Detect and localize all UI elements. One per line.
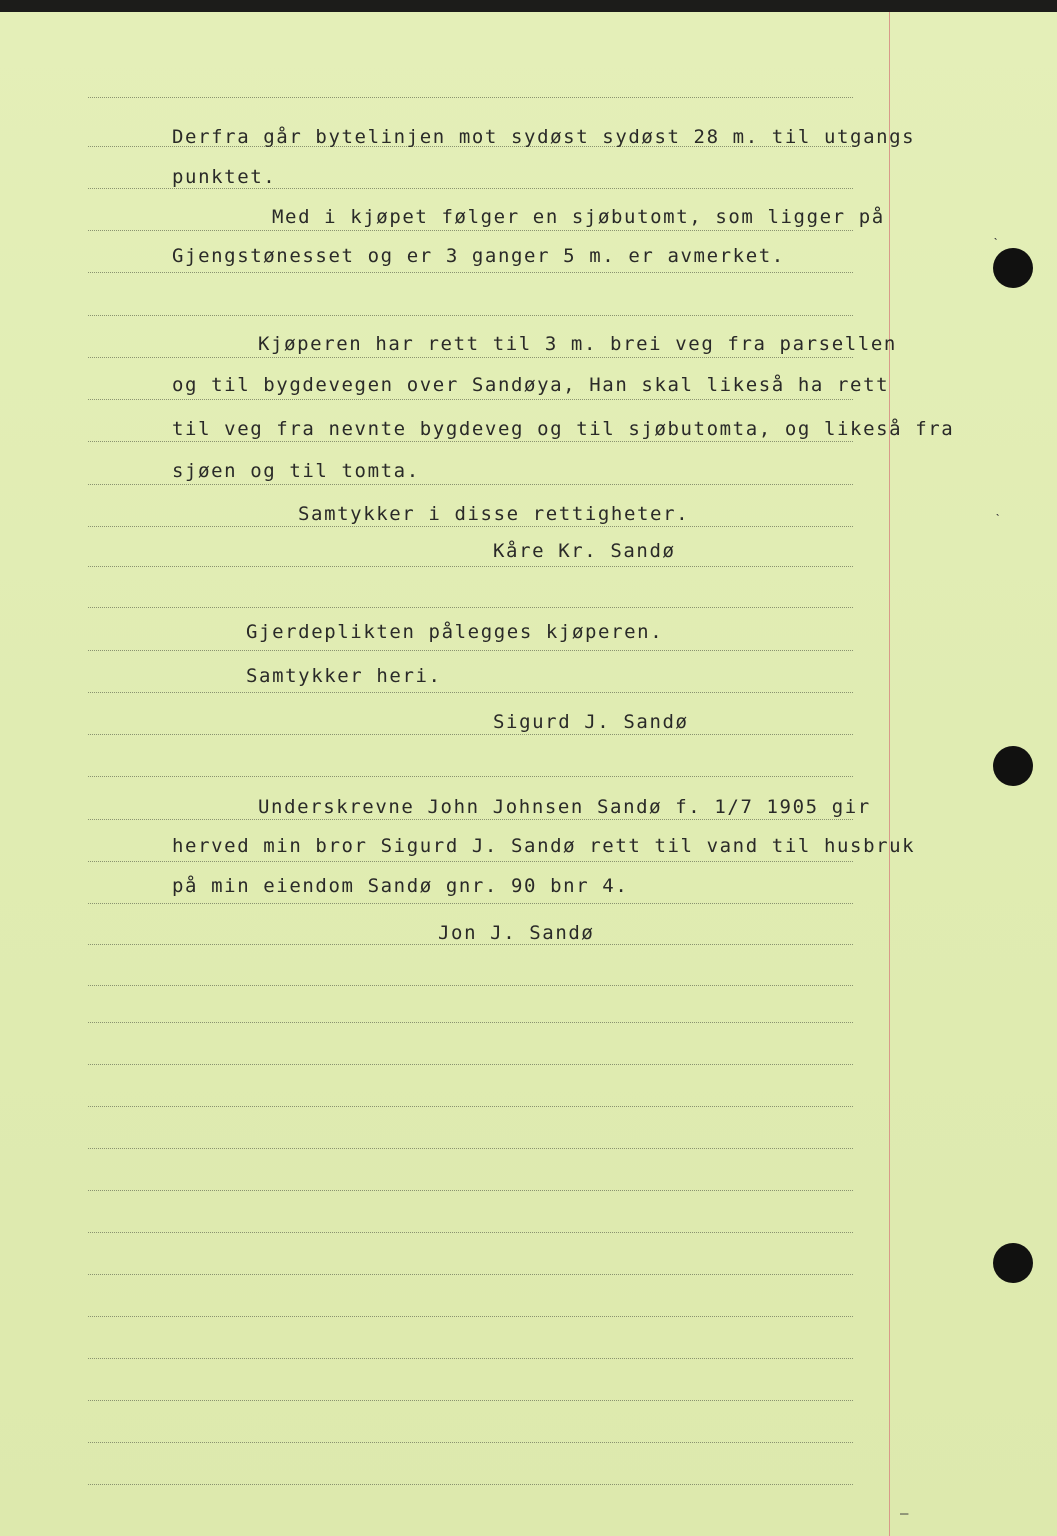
text-line: Underskrevne John Johnsen Sandø f. 1/7 1905 gir bbox=[258, 796, 871, 818]
text-line: Samtykker i disse rettigheter. bbox=[298, 503, 690, 525]
text-line: Gjengstønesset og er 3 ganger 5 m. er avmerket. bbox=[172, 245, 785, 267]
ruled-line bbox=[88, 1190, 853, 1191]
punch-hole bbox=[993, 248, 1033, 288]
text-line: sjøen og til tomta. bbox=[172, 460, 420, 482]
ruled-line bbox=[88, 776, 853, 777]
ruled-line bbox=[88, 1484, 853, 1485]
ruled-line bbox=[88, 650, 853, 651]
signature-line: Jon J. Sandø bbox=[438, 922, 595, 944]
ruled-line bbox=[88, 230, 853, 231]
ruled-line bbox=[88, 1274, 853, 1275]
signature-line: Kåre Kr. Sandø bbox=[493, 540, 676, 562]
text-line: punktet. bbox=[172, 166, 277, 188]
text-line: Derfra går bytelinjen mot sydøst sydøst 28 m. til utgangs bbox=[172, 126, 916, 148]
ruled-line bbox=[88, 861, 853, 862]
ruled-line bbox=[88, 944, 853, 945]
ruled-line bbox=[88, 526, 853, 527]
ruled-line bbox=[88, 985, 853, 986]
text-line: til veg fra nevnte bygdeveg og til sjøbutomta, og likeså fra bbox=[172, 418, 955, 440]
ruled-line bbox=[88, 1064, 853, 1065]
ruled-line bbox=[88, 734, 853, 735]
signature-line: Sigurd J. Sandø bbox=[493, 711, 689, 733]
ruled-line bbox=[88, 819, 853, 820]
stray-mark: — bbox=[900, 1506, 909, 1522]
ruled-line bbox=[88, 399, 853, 400]
punch-hole bbox=[993, 746, 1033, 786]
ruled-line bbox=[88, 1022, 853, 1023]
ruled-line bbox=[88, 315, 853, 316]
ruled-line bbox=[88, 97, 853, 98]
ruled-line bbox=[88, 484, 853, 485]
text-line: herved min bror Sigurd J. Sandø rett til vand til husbruk bbox=[172, 835, 916, 857]
ruled-line bbox=[88, 1232, 853, 1233]
stray-mark: ˋ bbox=[992, 236, 1001, 252]
ruled-line bbox=[88, 188, 853, 189]
punch-hole bbox=[993, 1243, 1033, 1283]
ruled-line bbox=[88, 1106, 853, 1107]
scan-top-edge bbox=[0, 0, 1057, 12]
ruled-line bbox=[88, 1358, 853, 1359]
ruled-line bbox=[88, 1316, 853, 1317]
ruled-line bbox=[88, 1148, 853, 1149]
stray-mark: ˋ bbox=[994, 512, 1003, 528]
ruled-line bbox=[88, 441, 853, 442]
ruled-line bbox=[88, 1442, 853, 1443]
ruled-line bbox=[88, 607, 853, 608]
ruled-line bbox=[88, 1400, 853, 1401]
ruled-line bbox=[88, 566, 853, 567]
ruled-line bbox=[88, 272, 853, 273]
ruled-line bbox=[88, 357, 853, 358]
text-line: Samtykker heri. bbox=[246, 665, 442, 687]
text-line: på min eiendom Sandø gnr. 90 bnr 4. bbox=[172, 875, 629, 897]
ruled-line bbox=[88, 903, 853, 904]
text-line: Gjerdeplikten pålegges kjøperen. bbox=[246, 621, 664, 643]
ruled-line bbox=[88, 692, 853, 693]
text-line: og til bygdevegen over Sandøya, Han skal likeså ha rett bbox=[172, 374, 890, 396]
margin-rule bbox=[889, 12, 890, 1536]
text-line: Kjøperen har rett til 3 m. brei veg fra parsellen bbox=[258, 333, 897, 355]
text-line: Med i kjøpet følger en sjøbutomt, som ligger på bbox=[272, 206, 885, 228]
